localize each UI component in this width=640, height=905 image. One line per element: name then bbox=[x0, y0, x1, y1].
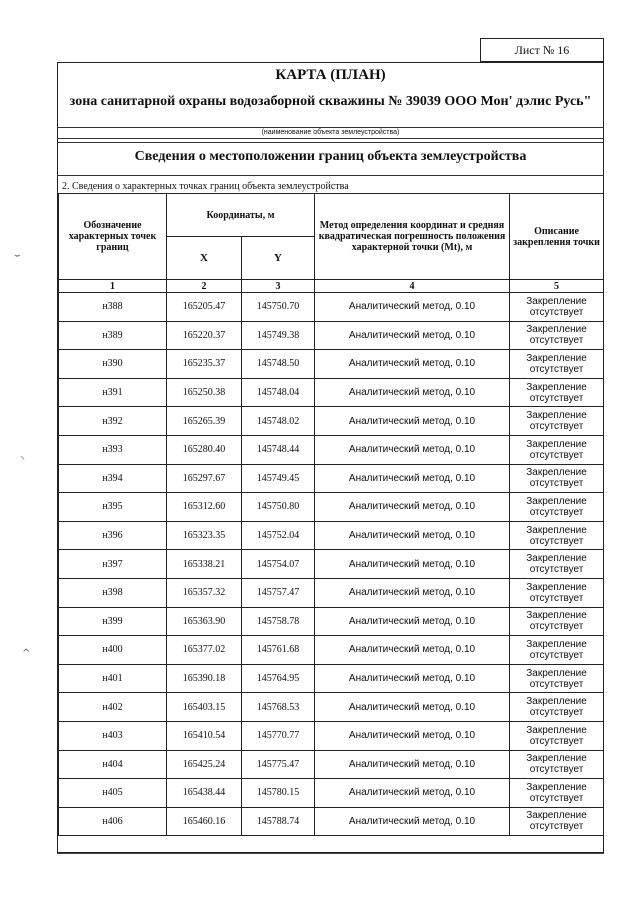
description: Закрепление отсутствует bbox=[510, 378, 604, 407]
coord-y: 145768.53 bbox=[242, 693, 315, 722]
object-name-caption: (наименование объекта землеустройства) bbox=[261, 129, 400, 136]
description: Закрепление отсутствует bbox=[510, 464, 604, 493]
method: Аналитический метод, 0.10 bbox=[315, 607, 510, 636]
point-id: н399 bbox=[59, 607, 167, 636]
table-row bbox=[59, 807, 604, 836]
description: Закрепление отсутствует bbox=[510, 321, 604, 350]
description: Закрепление отсутствует bbox=[510, 350, 604, 379]
table-row bbox=[59, 721, 604, 750]
description: Закрепление отсутствует bbox=[510, 607, 604, 636]
column-number: 1 bbox=[59, 280, 167, 293]
point-id: н402 bbox=[59, 693, 167, 722]
sheet-number: Лист № 16 bbox=[480, 38, 604, 62]
point-id: н401 bbox=[59, 664, 167, 693]
header-y: Y bbox=[242, 237, 315, 280]
description: Закрепление отсутствует bbox=[510, 636, 604, 665]
coord-y: 145748.50 bbox=[242, 350, 315, 379]
column-number: 2 bbox=[167, 280, 242, 293]
table-row bbox=[59, 521, 604, 550]
table-row bbox=[59, 378, 604, 407]
coord-x: 165438.44 bbox=[167, 779, 242, 808]
coord-x: 165357.32 bbox=[167, 578, 242, 607]
point-id: н394 bbox=[59, 464, 167, 493]
table-row bbox=[59, 464, 604, 493]
point-id: н397 bbox=[59, 550, 167, 579]
method: Аналитический метод, 0.10 bbox=[315, 464, 510, 493]
description: Закрепление отсутствует bbox=[510, 750, 604, 779]
point-id: н403 bbox=[59, 721, 167, 750]
coord-x: 165410.54 bbox=[167, 721, 242, 750]
method: Аналитический метод, 0.10 bbox=[315, 321, 510, 350]
divider bbox=[57, 138, 604, 139]
coord-y: 145788.74 bbox=[242, 807, 315, 836]
description: Закрепление отсутствует bbox=[510, 664, 604, 693]
table-row bbox=[59, 293, 604, 322]
coord-y: 145749.45 bbox=[242, 464, 315, 493]
coord-x: 165377.02 bbox=[167, 636, 242, 665]
description: Закрепление отсутствует bbox=[510, 807, 604, 836]
column-number: 4 bbox=[315, 280, 510, 293]
description: Закрепление отсутствует bbox=[510, 493, 604, 522]
method: Аналитический метод, 0.10 bbox=[315, 407, 510, 436]
description: Закрепление отсутствует bbox=[510, 693, 604, 722]
description: Закрепление отсутствует bbox=[510, 779, 604, 808]
coord-x: 165280.40 bbox=[167, 435, 242, 464]
column-number: 5 bbox=[510, 280, 604, 293]
table-row bbox=[59, 693, 604, 722]
table-row bbox=[59, 493, 604, 522]
description: Закрепление отсутствует bbox=[510, 521, 604, 550]
table-row bbox=[59, 664, 604, 693]
point-id: н396 bbox=[59, 521, 167, 550]
column-number: 3 bbox=[242, 280, 315, 293]
scan-mark-icon: ^ bbox=[22, 648, 31, 659]
coord-y: 145750.80 bbox=[242, 493, 315, 522]
coord-x: 165338.21 bbox=[167, 550, 242, 579]
method: Аналитический метод, 0.10 bbox=[315, 636, 510, 665]
method: Аналитический метод, 0.10 bbox=[315, 293, 510, 322]
coord-y: 145748.04 bbox=[242, 378, 315, 407]
table-row bbox=[59, 321, 604, 350]
point-id: н406 bbox=[59, 807, 167, 836]
coord-x: 165363.90 bbox=[167, 607, 242, 636]
coord-y: 145748.02 bbox=[242, 407, 315, 436]
coord-x: 165460.16 bbox=[167, 807, 242, 836]
table-row bbox=[59, 750, 604, 779]
table-row bbox=[59, 550, 604, 579]
coord-x: 165205.47 bbox=[167, 293, 242, 322]
subsection-title: 2. Сведения о характерных точках границ объекта землеустройства bbox=[62, 181, 349, 192]
coord-y: 145748.44 bbox=[242, 435, 315, 464]
method: Аналитический метод, 0.10 bbox=[315, 521, 510, 550]
method: Аналитический метод, 0.10 bbox=[315, 350, 510, 379]
point-id: н405 bbox=[59, 779, 167, 808]
method: Аналитический метод, 0.10 bbox=[315, 493, 510, 522]
coord-y: 145749.38 bbox=[242, 321, 315, 350]
page-title: КАРТА (ПЛАН) bbox=[275, 67, 386, 83]
method: Аналитический метод, 0.10 bbox=[315, 578, 510, 607]
point-id: н393 bbox=[59, 435, 167, 464]
coord-y: 145780.15 bbox=[242, 779, 315, 808]
point-id: н395 bbox=[59, 493, 167, 522]
method: Аналитический метод, 0.10 bbox=[315, 378, 510, 407]
method: Аналитический метод, 0.10 bbox=[315, 807, 510, 836]
table-row bbox=[59, 407, 604, 436]
table-row bbox=[59, 435, 604, 464]
coord-x: 165390.18 bbox=[167, 664, 242, 693]
method: Аналитический метод, 0.10 bbox=[315, 721, 510, 750]
table-row bbox=[59, 779, 604, 808]
section-title: Сведения о местоположении границ объекта землеустройства bbox=[134, 149, 527, 164]
method: Аналитический метод, 0.10 bbox=[315, 550, 510, 579]
coord-y: 145754.07 bbox=[242, 550, 315, 579]
coord-y: 145750.70 bbox=[242, 293, 315, 322]
bottom-rule bbox=[57, 853, 604, 854]
header-description: Описание закрепления точки bbox=[510, 194, 604, 280]
method: Аналитический метод, 0.10 bbox=[315, 750, 510, 779]
table-row bbox=[59, 350, 604, 379]
header-x: X bbox=[167, 237, 242, 280]
point-id: н388 bbox=[59, 293, 167, 322]
point-id: н390 bbox=[59, 350, 167, 379]
method: Аналитический метод, 0.10 bbox=[315, 435, 510, 464]
table-row bbox=[59, 607, 604, 636]
coord-x: 165220.37 bbox=[167, 321, 242, 350]
point-id: н391 bbox=[59, 378, 167, 407]
coord-y: 145770.77 bbox=[242, 721, 315, 750]
coord-y: 145761.68 bbox=[242, 636, 315, 665]
coord-x: 165323.35 bbox=[167, 521, 242, 550]
point-id: н400 bbox=[59, 636, 167, 665]
divider bbox=[57, 175, 604, 176]
description: Закрепление отсутствует bbox=[510, 721, 604, 750]
header-point: Обозначение характерных точек границ bbox=[59, 194, 167, 280]
description: Закрепление отсутствует bbox=[510, 407, 604, 436]
points-table bbox=[58, 193, 604, 836]
coord-x: 165312.60 bbox=[167, 493, 242, 522]
coord-y: 145764.95 bbox=[242, 664, 315, 693]
coord-x: 165250.38 bbox=[167, 378, 242, 407]
point-id: н392 bbox=[59, 407, 167, 436]
point-id: н389 bbox=[59, 321, 167, 350]
scan-mark-icon: ⌣ bbox=[14, 250, 21, 261]
table-row bbox=[59, 578, 604, 607]
method: Аналитический метод, 0.10 bbox=[315, 779, 510, 808]
table-row bbox=[59, 636, 604, 665]
object-name: зона санитарной охраны водозаборной скважины № 39039 ООО Мон' дэлис Русь" bbox=[69, 94, 592, 109]
coord-x: 165403.15 bbox=[167, 693, 242, 722]
coord-x: 165425.24 bbox=[167, 750, 242, 779]
coord-x: 165265.39 bbox=[167, 407, 242, 436]
method: Аналитический метод, 0.10 bbox=[315, 693, 510, 722]
coord-y: 145758.78 bbox=[242, 607, 315, 636]
coord-y: 145752.04 bbox=[242, 521, 315, 550]
coord-x: 165235.37 bbox=[167, 350, 242, 379]
divider bbox=[57, 142, 604, 143]
description: Закрепление отсутствует bbox=[510, 435, 604, 464]
description: Закрепление отсутствует bbox=[510, 550, 604, 579]
header-coords: Координаты, м bbox=[167, 194, 315, 237]
scan-mark-icon: ⸌ bbox=[20, 455, 25, 466]
point-id: н404 bbox=[59, 750, 167, 779]
description: Закрепление отсутствует bbox=[510, 578, 604, 607]
coord-y: 145775.47 bbox=[242, 750, 315, 779]
header-method: Метод определения координат и средняя квадратическая погрешность положения характерной точки (Mt), м bbox=[315, 194, 510, 280]
coord-y: 145757.47 bbox=[242, 578, 315, 607]
description: Закрепление отсутствует bbox=[510, 293, 604, 322]
method: Аналитический метод, 0.10 bbox=[315, 664, 510, 693]
coord-x: 165297.67 bbox=[167, 464, 242, 493]
point-id: н398 bbox=[59, 578, 167, 607]
